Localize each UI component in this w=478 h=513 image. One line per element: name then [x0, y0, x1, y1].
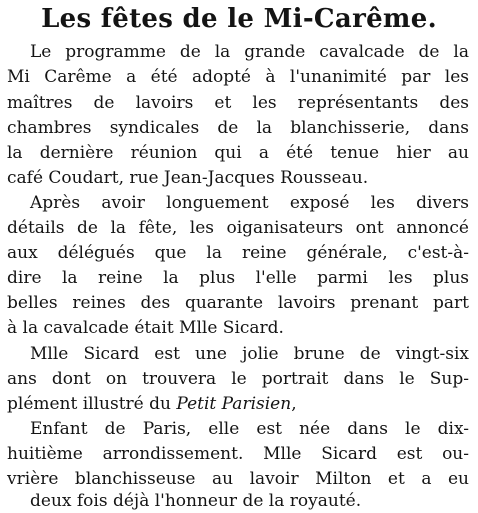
text-line-19: deux fois déjà l'honneur de la royauté.: [30, 491, 362, 511]
text-line-17: huitième arrondissement. Mlle Sicard est ou-: [7, 444, 469, 464]
text-line-15-start: plément illustré du: [7, 394, 177, 414]
text-line-18: vrière blanchisseuse au lavoir Milton et a eu: [7, 469, 469, 489]
text-line-10: dire la reine la plus l'elle parmi les plus: [7, 268, 469, 288]
text-line-8: détails de la fête, les oiganisateurs ont annoncé: [7, 218, 469, 238]
text-line-14: ans dont on trouvera le portrait dans le Sup-: [7, 369, 469, 389]
text-line-4: chambres syndicales de la blanchisserie, dans: [7, 118, 469, 138]
text-line-15-end: ,: [291, 394, 297, 414]
text-line-9: aux délégués que la reine générale, c'est-à-: [7, 243, 469, 263]
text-line-7: Après avoir longuement exposé les divers: [30, 193, 469, 213]
text-line-2: Mi Carême a été adopté à l'unanimité par les: [7, 67, 469, 87]
text-line-12: à la cavalcade était Mlle Sicard.: [7, 318, 284, 338]
text-line-13: Mlle Sicard est une jolie brune de vingt-six: [30, 344, 469, 364]
text-line-1: Le programme de la grande cavalcade de la: [30, 42, 469, 62]
text-line-15: [7, 393, 469, 416]
article-title: Les fêtes de le Mi-Carême.: [41, 4, 437, 34]
text-line-3: maîtres de lavoirs et les représentants des: [7, 93, 469, 113]
newspaper-name: Petit Parisien: [176, 394, 292, 414]
text-line-6: café Coudart, rue Jean-Jacques Rousseau.: [7, 168, 369, 188]
text-line-5: la dernière réunion qui a été tenue hier au: [7, 143, 469, 163]
text-line-11: belles reines des quarante lavoirs prenant part: [7, 293, 469, 313]
text-line-16: Enfant de Paris, elle est née dans le dix-: [30, 419, 469, 439]
